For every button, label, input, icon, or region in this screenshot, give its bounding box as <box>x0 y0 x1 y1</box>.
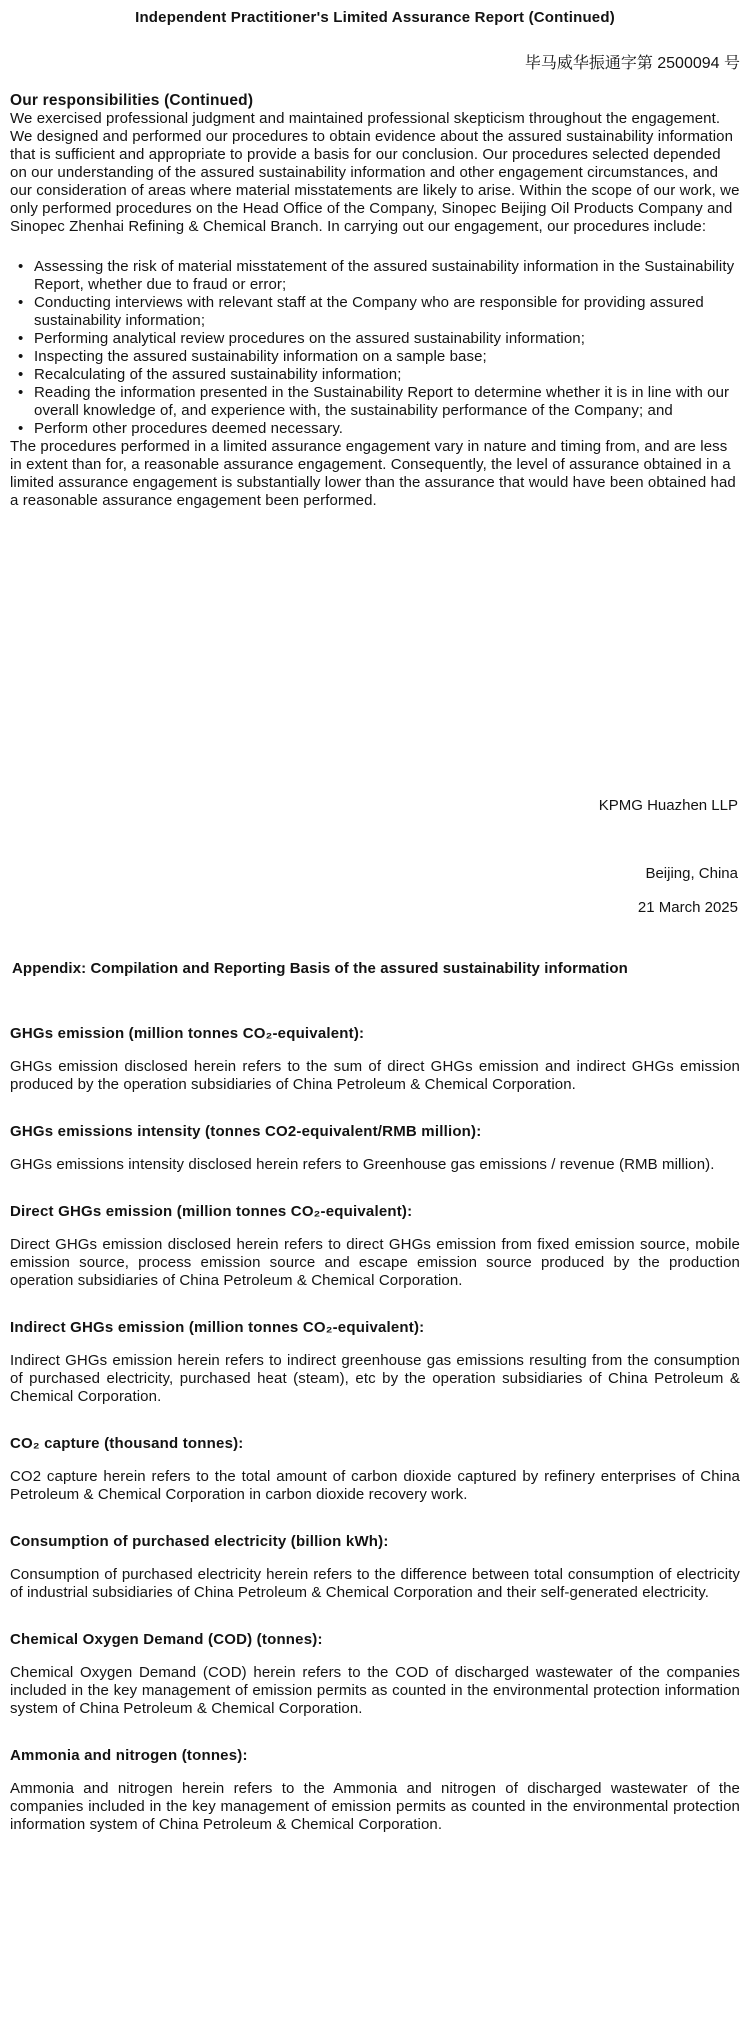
appendix-heading: Appendix: Compilation and Reporting Basis of the assured sustainability information <box>12 960 628 977</box>
appendix-item <box>10 1434 740 1504</box>
appendix-item <box>10 1202 740 1290</box>
bullet-text: Perform other procedures deemed necessary. <box>34 420 344 437</box>
intro-paragraph: We exercised professional judgment and maintained professional skepticism throughout the engagement. We designed and performed our procedures to obtain evidence about the assured sustainability information that is sufficient and appropriate to provide a basis for our conclusion. Our procedures selected depended on our understanding of the assured sustainability information and other engagement circumstances, and our consideration of areas where material misstatements are likely to arise. Within the scope of our work, we only performed procedures on the Head Office of the Company, Sinopec Beijing Oil Products Company and Sinopec Zhenhai Refining & Chemical Branch. In carrying out our engagement, our procedures include: <box>10 110 740 235</box>
bullet-icon: • <box>18 258 24 275</box>
bullet-text: Reading the information presented in the Sustainability Report to determine whether it is in line with our overall knowledge of, and experience with, the sustainability performance of the Company; and <box>34 384 730 419</box>
appendix-item <box>10 1630 740 1718</box>
list-item <box>10 348 740 366</box>
bullet-text: Assessing the risk of material misstatement of the assured sustainability information in the Sustainability Report, whether due to fraud or error; <box>34 258 735 293</box>
term-definition: Indirect GHGs emission herein refers to indirect greenhouse gas emissions resulting from the consumption of purchased electricity, purchased heat (steam), etc by the operation subsidiaries of China Petroleum & Chemical Corporation. <box>10 1352 740 1405</box>
term-heading: Consumption of purchased electricity (billion kWh): <box>10 1533 389 1550</box>
bullet-icon: • <box>18 366 24 383</box>
closing-paragraph: The procedures performed in a limited assurance engagement vary in nature and timing from, and are less in extent than for, a reasonable assurance engagement. Consequently, the level of assurance obtained in a limited assurance engagement is substantially lower than the assurance that would have been obtained had a reasonable assurance engagement been performed. <box>10 438 736 509</box>
appendix-item <box>10 1024 740 1094</box>
bullet-text: Inspecting the assured sustainability information on a sample base; <box>34 348 487 365</box>
appendix-item <box>10 1532 740 1602</box>
bullet-icon: • <box>18 348 24 365</box>
term-heading: Direct GHGs emission (million tonnes CO₂-equivalent): <box>10 1203 413 1220</box>
bullet-icon: • <box>18 420 24 437</box>
procedures-bullet-list <box>10 258 740 438</box>
signature-firm: KPMG Huazhen LLP <box>598 797 738 814</box>
bullet-text: Conducting interviews with relevant staff at the Company who are responsible for providing assured sustainability information; <box>34 294 704 329</box>
signature-block <box>10 797 740 917</box>
term-definition: Ammonia and nitrogen herein refers to the Ammonia and nitrogen of discharged wastewater of the companies included in the key management of emission permits as counted in the environmental protection information system of China Petroleum & Chemical Corporation. <box>10 1780 740 1833</box>
term-heading: GHGs emission (million tonnes CO₂-equivalent): <box>10 1025 365 1042</box>
term-definition: Consumption of purchased electricity herein refers to the difference between total consumption of electricity of industrial subsidiaries of China Petroleum & Chemical Corporation and their self-generated electricity. <box>10 1566 740 1601</box>
term-heading: GHGs emissions intensity (tonnes CO2-equivalent/RMB million): <box>10 1123 482 1140</box>
appendix-item <box>10 1318 740 1406</box>
list-item <box>10 294 740 330</box>
term-heading: CO₂ capture (thousand tonnes): <box>10 1435 244 1452</box>
section-heading-our-responsibilities: Our responsibilities (Continued) <box>10 92 254 109</box>
document-title: Independent Practitioner's Limited Assurance Report (Continued) <box>135 9 615 26</box>
term-definition: CO2 capture herein refers to the total amount of carbon dioxide captured by refinery enterprises of China Petroleum & Chemical Corporation in carbon dioxide recovery work. <box>10 1468 740 1503</box>
bullet-text: Recalculating of the assured sustainability information; <box>34 366 402 383</box>
list-item <box>10 384 740 420</box>
bullet-icon: • <box>18 384 24 401</box>
term-definition: GHGs emission disclosed herein refers to the sum of direct GHGs emission and indirect GHGs emission produced by the operation subsidiaries of China Petroleum & Chemical Corporation. <box>10 1058 740 1093</box>
bullet-icon: • <box>18 330 24 347</box>
list-item <box>10 330 740 348</box>
term-definition: GHGs emissions intensity disclosed herein refers to Greenhouse gas emissions / revenue (RMB million). <box>10 1156 715 1173</box>
term-definition: Direct GHGs emission disclosed herein refers to direct GHGs emission from fixed emission source, mobile emission source, process emission source and escape emission source produced by the production operation subsidiaries of China Petroleum & Chemical Corporation. <box>10 1236 740 1289</box>
signature-location: Beijing, China <box>645 865 738 882</box>
reference-number: 毕马威华振通字第 2500094 号 <box>524 55 740 72</box>
term-heading: Indirect GHGs emission (million tonnes CO₂-equivalent): <box>10 1319 425 1336</box>
appendix-item <box>10 1122 740 1174</box>
bullet-icon: • <box>18 294 24 311</box>
term-heading: Chemical Oxygen Demand (COD) (tonnes): <box>10 1631 323 1648</box>
list-item <box>10 366 740 384</box>
term-definition: Chemical Oxygen Demand (COD) herein refers to the COD of discharged wastewater of the companies included in the key management of emission permits as counted in the environmental protection information system of China Petroleum & Chemical Corporation. <box>10 1664 740 1717</box>
term-heading: Ammonia and nitrogen (tonnes): <box>10 1747 248 1764</box>
list-item <box>10 258 740 294</box>
appendix-item <box>10 1746 740 1834</box>
signature-date: 21 March 2025 <box>637 899 738 916</box>
bullet-text: Performing analytical review procedures on the assured sustainability information; <box>34 330 585 347</box>
list-item <box>10 420 740 438</box>
